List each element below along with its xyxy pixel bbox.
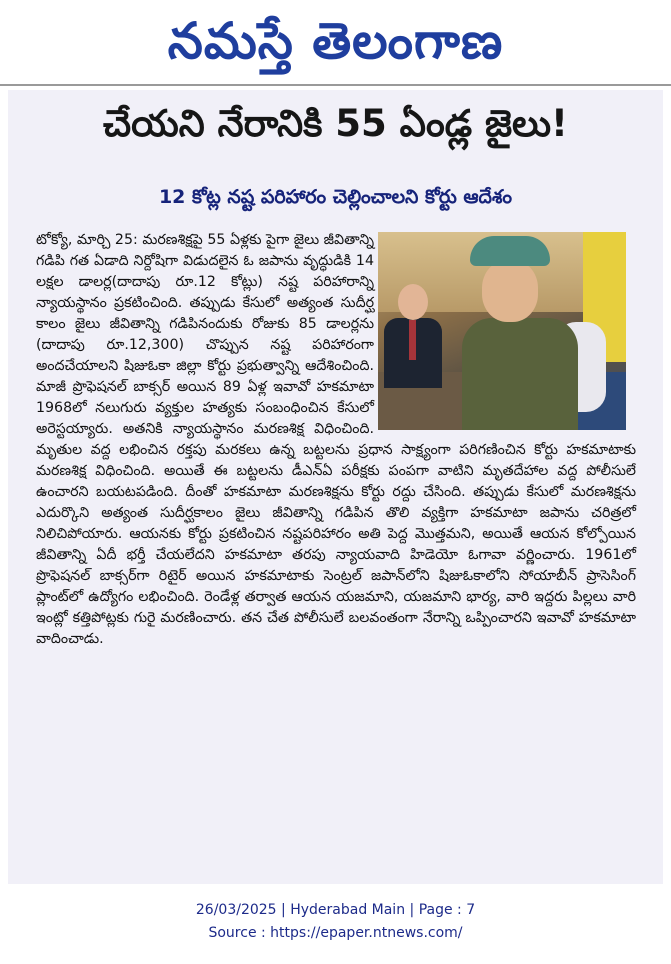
footer-source: Source : https://epaper.ntnews.com/	[208, 925, 463, 941]
masthead	[0, 0, 671, 82]
article-body	[36, 230, 636, 650]
masthead-divider	[0, 84, 671, 86]
article-headline: చేయని నేరానికి 55 ఏండ్ల జైలు!	[103, 102, 568, 145]
newspaper-logo: నమస్తే తెలంగాణ	[167, 12, 504, 70]
article-subheadline: 12 కోట్ల నష్ట పరిహారం చెల్లించాలని కోర్టు ఆదేశం	[158, 186, 513, 208]
photo-spacer	[374, 230, 636, 433]
footer-date-edition: 26/03/2025 | Hyderabad Main | Page : 7	[195, 902, 476, 918]
article-body-text: టోక్యో, మార్చి 25: మరణశిక్షపై 55 ఏళ్లకు పైగా జైలు జీవితాన్ని గడిపి గత ఏడాది నిర్దోషిగా విడుదలైన ఓ జపాను వృద్ధుడికి 14 లక్షల డాలర్ల(దాదాపు రూ.12 కోట్లు) నష్ట పరిహారాన్ని న్యాయస్థానం ప్రకటించింది. తప్పుడు కేసులో అత్యంత సుదీర్ఘ కాలం జైలు జీవితాన్ని గడిపినందుకు రోజుకు 85 డాలర్లను (దాదాపు రూ.12,300) చొప్పున నష్ట పరిహారంగా అందచేయాలని షిజుఓకా జిల్లా కోర్టు ప్రభుత్వాన్ని ఆదేశించింది. మాజీ ప్రొఫెషనల్ బాక్సర్ అయిన 89 ఏళ్ల ఇవావో హకమాటా 1968లో నలుగురు వ్యక్తుల హత్యకు సంబంధించిన కేసులో అరెస్టయ్యారు. అతనికి న్యాయస్థానం మరణశిక్ష విధించింది. మృతుల వద్ద లభించిన రక్తపు మరకలు ఉన్న బట్టలను ప్రధాన సాక్ష్యంగా పరిగణించిన కోర్టు హకమాటాకు మరణశిక్ష విధించింది. అయితే ఈ బట్టలను డీఎన్ఏ పరీక్షకు పంపగా వాటిని మృతదేహాల వద్ద పోలీసులే ఉంచారని బయటపడింది. దీంతో హకమాటా మరణశిక్షను కోర్టు రద్దు చేసింది. తప్పుడు కేసులో మరణశిక్షను ఎదుర్కొని అత్యంత సుదీర్ఘకాలం జైలు జీవితాన్ని గడిపిన తొలి వ్యక్తిగా హకమాటా జపాను చరిత్రలో నిలిచిపోయారు. ఆయనకు కోర్టు ప్రకటించిన నష్టపరిహారం అతి పెద్ద మొత్తమని, అయితే ఆయన కోల్పోయిన జీవితాన్ని ఏదీ భర్తీ చేయలేదని హకమాటా తరపు న్యాయవాది హిడెయో ఓగావా వర్ణించారు. 1961లో ప్రొఫెషనల్ బాక్సర్‌గా రిటైర్ అయిన హకమాటాకు సెంట్రల్ జపాన్‌లోని షిజుఓకాలోని సోయాబీన్ ప్రాసెసింగ్ ప్లాంట్‌లో ఉద్యోగం లభించింది. రెండేళ్ల తర్వాత ఆయన యజమాని, యజమాని భార్య, వారి ఇద్దరు పిల్లలు వారి ఇంట్లో కత్తిపోట్లకు గురై మరణించారు. తన చేత పోలీసులే బలవంతంగా నేరాన్ని ఒప్పించారని ఇవావో హకమాటా వాదించాడు.	[36, 232, 636, 647]
article-clipping	[8, 90, 663, 884]
